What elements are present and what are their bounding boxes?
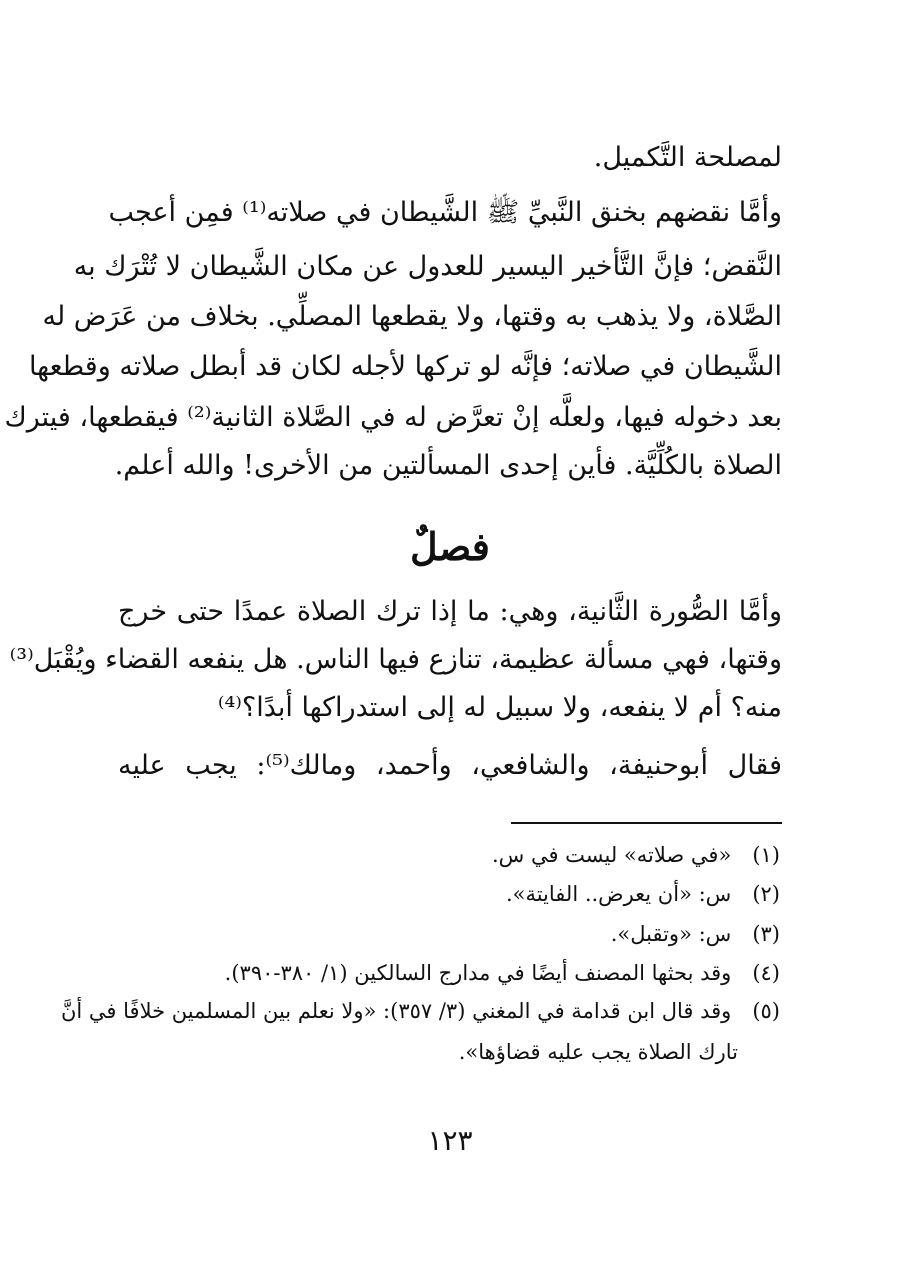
body-line-5: الشَّيطان في صلاته؛ فإنَّه لو تركها لأجله لكان قد أبطل صلاته وقطعها bbox=[28, 351, 782, 382]
footnote-number: (٥) bbox=[752, 999, 780, 1023]
footnote-text: وقد قال ابن قدامة في المغني (٣/ ٣٥٧): «ولا نعلم بين المسلمين خلافًا في أنَّ bbox=[61, 999, 732, 1023]
footnote-separator bbox=[511, 822, 782, 824]
section-line-1: وأمَّا الصُّورة الثَّانية، وهي: ما إذا ترك الصلاة عمدًا حتى خرج bbox=[118, 596, 782, 627]
footnote-text: وقد بحثها المصنف أيضًا في مدارج السالكين (١/ ٣٨٠-٣٩٠). bbox=[224, 961, 732, 985]
page-number: ١٢٣ bbox=[427, 1124, 473, 1157]
footnote-text: س: «أن يعرض.. الفايتة». bbox=[505, 882, 732, 906]
footnote-number: (٣) bbox=[752, 922, 780, 946]
body-line-2: وأمَّا نقضهم بخنق النَّبيِّ ﷺ الشَّيطان في صلاته⁽¹⁾ فمِن أعجب bbox=[108, 197, 782, 228]
footnote-1 bbox=[116, 845, 780, 866]
body-line-7: الصلاة بالكُلِّيَّة. فأين إحدى المسألتين من الأخرى! والله أعلم. bbox=[114, 450, 782, 481]
footnote-text: س: «وتقبل». bbox=[610, 922, 732, 946]
footnote-3 bbox=[116, 924, 780, 945]
section-line-3: منه؟ أم لا ينفعه، ولا سبيل له إلى استدراكها أبدًا؟⁽⁴⁾ bbox=[217, 692, 782, 723]
section-line-2: وقتها، فهي مسألة عظيمة، تنازع فيها الناس. هل ينفعه القضاء ويُقْبَل⁽³⁾ bbox=[9, 644, 782, 675]
footnote-number: (٢) bbox=[752, 882, 780, 906]
footnote-text: «في صلاته» ليست في س. bbox=[491, 843, 732, 867]
body-line-6: بعد دخوله فيها، ولعلَّه إنْ تعرَّض له في الصَّلاة الثانية⁽²⁾ فيقطعها، فيترك bbox=[4, 402, 782, 433]
footnote-number: (٤) bbox=[752, 961, 780, 985]
footnote-2 bbox=[116, 884, 780, 905]
footnote-4 bbox=[116, 963, 780, 984]
footnote-5-continuation: تارك الصلاة يجب عليه قضاؤها». bbox=[458, 1040, 738, 1064]
body-line-1: لمصلحة التَّكميل. bbox=[593, 142, 782, 173]
section-line-4: فقال أبوحنيفة، والشافعي، وأحمد، ومالك⁽⁵⁾: يجب عليه bbox=[118, 750, 782, 781]
body-line-3: النَّقض؛ فإنَّ التَّأخير اليسير للعدول عن مكان الشَّيطان لا تُتْرَك به bbox=[73, 251, 782, 282]
footnote-5 bbox=[61, 999, 780, 1023]
footnote-number: (١) bbox=[752, 843, 780, 867]
body-line-4: الصَّلاة، ولا يذهب به وقتها، ولا يقطعها المصلِّي. بخلاف من عَرَض له bbox=[42, 301, 782, 332]
section-heading: فصلٌ bbox=[410, 524, 490, 569]
